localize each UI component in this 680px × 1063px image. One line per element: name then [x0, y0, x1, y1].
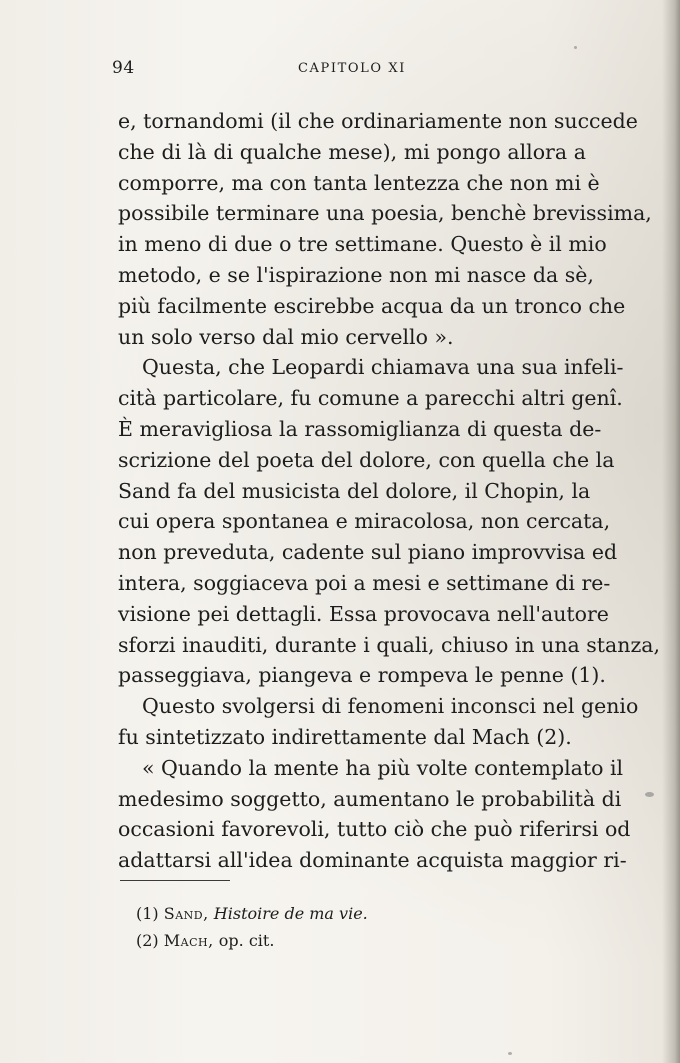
text-line: Questo svolgersi di fenomeni inconsci nel genio: [142, 694, 639, 719]
text-line: « Quando la mente ha più volte contemplato il: [142, 755, 624, 780]
page-edge-shadow: [662, 0, 680, 1063]
text-line: comporre, ma con tanta lentezza che non mi è: [118, 170, 600, 195]
text-line: occasioni favorevoli, tutto ciò che può riferirsi od: [118, 817, 631, 842]
page-number: 94: [112, 58, 135, 78]
text-line: È meravigliosa la rassomiglianza di questa de-: [118, 416, 602, 441]
footnote-reference: op. cit.: [218, 931, 275, 950]
footnotes: [136, 900, 368, 954]
text-line: intera, soggiaceva poi a mesi e settimane di re-: [118, 570, 611, 595]
text-line: adattarsi all'idea dominante acquista maggior ri-: [118, 848, 627, 873]
running-head: CAPITOLO XI: [298, 61, 406, 76]
text-line: medesimo soggetto, aumentano le probabilità di: [118, 786, 622, 811]
page-header: [112, 58, 584, 82]
footnote-marker: (2): [136, 931, 159, 950]
text-line: passeggiava, piangeva e rompeva le penne (1).: [118, 663, 606, 688]
text-line: che di là di qualche mese), mi pongo allora a: [118, 139, 586, 164]
text-line: non preveduta, cadente sul piano improvvisa ed: [118, 540, 618, 565]
text-line: Sand fa del musicista del dolore, il Chopin, la: [118, 478, 591, 503]
text-line: Questa, che Leopardi chiamava una sua infeli-: [142, 355, 624, 380]
text-line: cità particolare, fu comune a parecchi altri genî.: [118, 386, 623, 411]
footnote-author: Sand,: [163, 904, 209, 923]
print-speck: [574, 46, 577, 49]
text-line: scrizione del poeta del dolore, con quella che la: [118, 447, 615, 472]
text-line: più facilmente escirebbe acqua da un tronco che: [118, 293, 626, 318]
body-text: [118, 106, 660, 876]
text-line: e, tornandomi (il che ordinariamente non succede: [118, 109, 638, 133]
footnote-author: Mach,: [163, 931, 214, 950]
text-line: possibile terminare una poesia, benchè brevissima,: [118, 201, 652, 226]
text-line: sforzi inauditi, durante i quali, chiuso in una stanza,: [118, 632, 660, 657]
text-line: fu sintetizzato indirettamente dal Mach (2).: [118, 724, 572, 749]
print-speck: [508, 1052, 512, 1055]
footnote-title: Histoire de ma vie.: [213, 904, 368, 923]
text-line: un solo verso dal mio cervello ».: [118, 324, 454, 349]
footnote-separator: [120, 880, 230, 881]
footnote-2: [136, 927, 368, 954]
footnote-1: [136, 900, 368, 927]
text-line: in meno di due o tre settimane. Questo è il mio: [118, 232, 607, 257]
footnote-marker: (1): [136, 904, 159, 923]
text-line: visione pei dettagli. Essa provocava nell'autore: [118, 601, 609, 626]
text-line: cui opera spontanea e miracolosa, non cercata,: [118, 509, 611, 534]
text-line: metodo, e se l'ispirazione non mi nasce da sè,: [118, 262, 594, 287]
print-speck: [645, 792, 654, 797]
